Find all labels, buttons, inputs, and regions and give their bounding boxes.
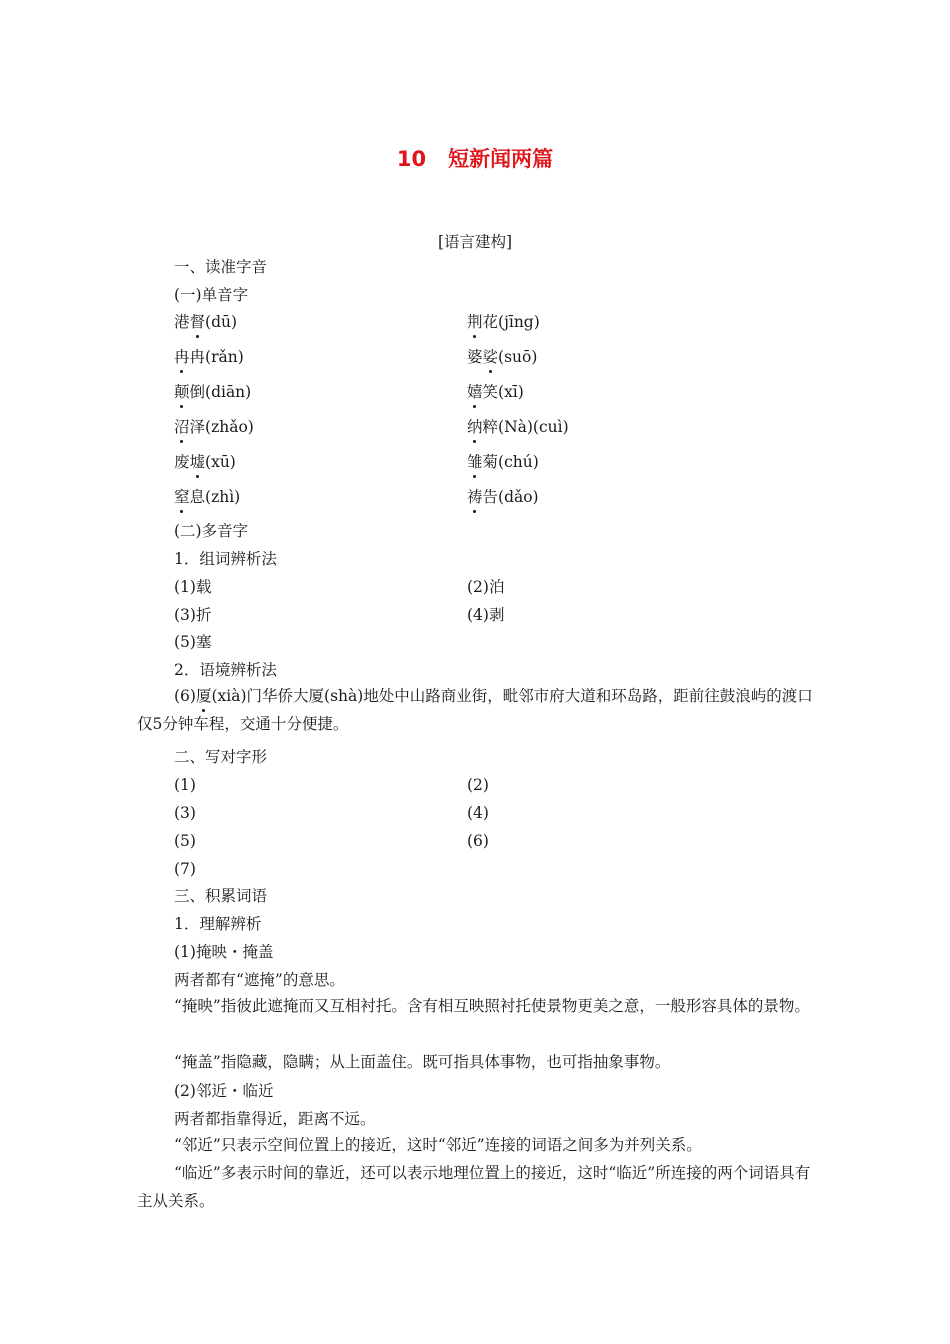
group2-para1: “邻近”只表示空间位置上的接近，这时“邻近”连接的词语之间多为并列关系。	[174, 1136, 702, 1154]
character-form-item: (2)	[467, 776, 489, 794]
group1-title: (1)掩映・掩盖	[174, 943, 274, 961]
context-sentence: (6)厦(xià)门华侨大厦(shà)地处中山路商业街，毗邻市府大道和环岛路，距前往鼓浪屿的渡口仅5分钟车程，交通十分便捷。	[137, 687, 813, 733]
character-form-item: (3)	[174, 804, 196, 822]
heading-character-form: 二、写对字形	[174, 748, 268, 766]
sub-multi-char: (二)多音字	[174, 522, 249, 540]
pronunciation-item: 雏菊(chú)	[467, 453, 539, 471]
group2-para2: “临近”多表示时间的靠近，还可以表示地理位置上的接近，这时“临近”所连接的两个词语具有主从关系。	[137, 1164, 811, 1210]
pronunciation-item: 颠倒(diān)	[174, 383, 252, 401]
pronunciation-item: 冉冉(rǎn)	[174, 348, 244, 366]
pronunciation-item: 港督(dū)	[174, 313, 238, 331]
pronunciation-item: 祷告(dǎo)	[467, 488, 539, 506]
lesson-title: 短新闻两篇	[448, 147, 554, 171]
group2-title: (2)邻近・临近	[174, 1082, 274, 1100]
pronunciation-item: 婆娑(suō)	[467, 348, 538, 366]
sub-single-char: (一)单音字	[174, 286, 249, 304]
multi-char-item: (2)泊	[467, 578, 505, 596]
multi-char-item: (5)塞	[174, 633, 212, 651]
group2-common: 两者都指靠得近，距离不远。	[174, 1110, 376, 1128]
pronunciation-item: 纳粹(Nà)(cuì)	[467, 418, 569, 436]
character-form-item: (6)	[467, 832, 489, 850]
page-title	[0, 143, 950, 173]
pronunciation-item: 废墟(xū)	[174, 453, 236, 471]
sub-analysis: 1．理解辨析	[174, 915, 262, 933]
character-form-item: (7)	[174, 860, 196, 878]
group1-para1: “掩映”指彼此遮掩而又互相衬托。含有相互映照衬托使景物更美之意，一般形容具体的景物。	[174, 997, 810, 1015]
multi-char-item: (3)折	[174, 606, 212, 624]
pronunciation-item: 嬉笑(xī)	[467, 383, 524, 401]
group1-common: 两者都有“遮掩”的意思。	[174, 971, 345, 989]
heading-vocabulary: 三、积累词语	[174, 887, 268, 905]
pronunciation-item: 窒息(zhì)	[174, 488, 241, 506]
lesson-number: 10	[396, 147, 427, 171]
multi-char-item: (4)剥	[467, 606, 505, 624]
multi-char-item: (1)载	[174, 578, 212, 596]
group1-para2: “掩盖”指隐藏，隐瞒；从上面盖住。既可指具体事物，也可指抽象事物。	[174, 1053, 671, 1071]
heading-pronunciation: 一、读准字音	[174, 258, 268, 276]
section-label: [语言建构]	[437, 233, 513, 251]
character-form-item: (1)	[174, 776, 196, 794]
character-form-item: (5)	[174, 832, 196, 850]
method-2: 2．语境辨析法	[174, 661, 277, 679]
pronunciation-item: 荆花(jīng)	[467, 313, 540, 331]
character-form-item: (4)	[467, 804, 489, 822]
pronunciation-item: 沼泽(zhǎo)	[174, 418, 254, 436]
method-1: 1．组词辨析法	[174, 550, 277, 568]
